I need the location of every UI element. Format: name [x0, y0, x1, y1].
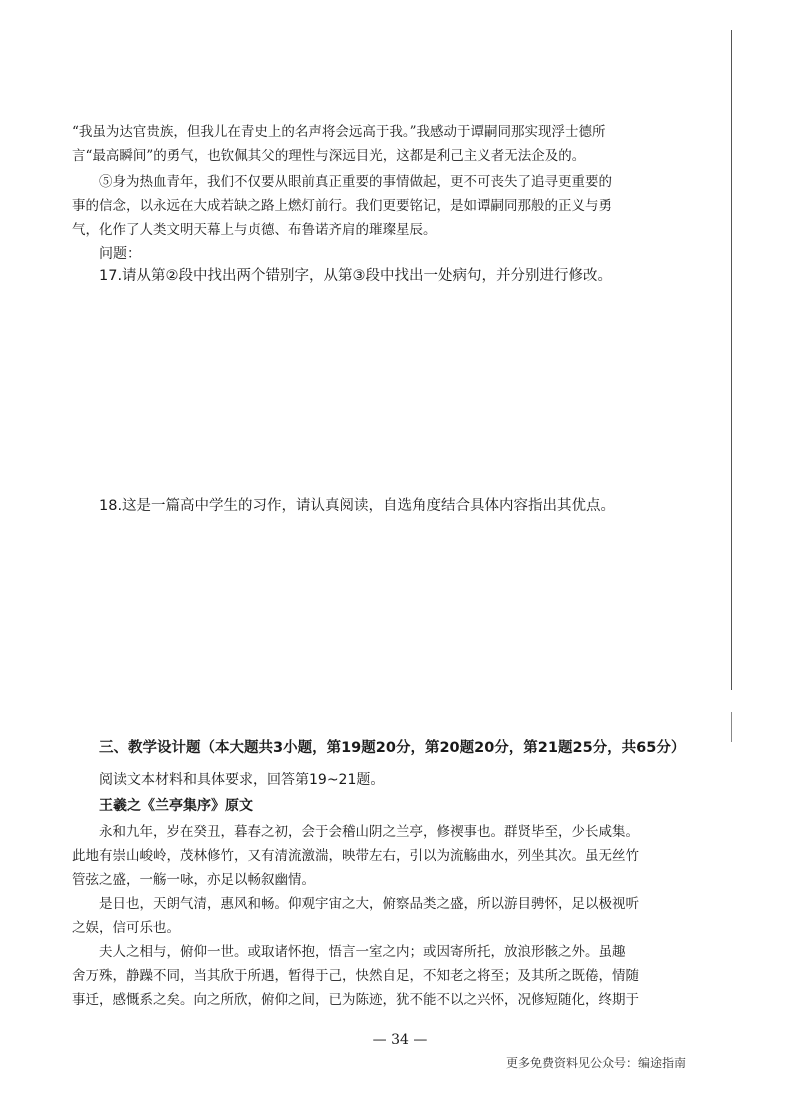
- section-3-heading: 三、教学设计题（本大题共3小题，第19题20分，第20题20分，第21题25分，共65分）: [99, 740, 686, 756]
- text-line-7: 舍万殊，静躁不同，当其欣于所遇，暂得于己，快然自足，不知老之将至；及其所之既倦，情随: [72, 968, 639, 984]
- text-line-4: 是日也，天朗气清，惠风和畅。仰观宇宙之大，俯察品类之盛，所以游目骋怀，足以极视听: [99, 896, 639, 912]
- questions-label: 问题：: [99, 246, 141, 262]
- text-line-5: 之娱，信可乐也。: [72, 920, 180, 936]
- page-number: — 34 —: [372, 1032, 428, 1048]
- text-line-1: 永和九年，岁在癸丑，暮春之初，会于会稽山阴之兰亭，修禊事也。群贤毕至，少长咸集。: [99, 824, 639, 840]
- text-line-3: 管弦之盛，一觞一咏，亦足以畅叙幽情。: [72, 872, 315, 888]
- margin-rule-fragment: [731, 712, 732, 742]
- paragraph-5-line-1: ⑤身为热血青年，我们不仅要从眼前真正重要的事情做起，更不可丧失了追寻更重要的: [99, 174, 612, 190]
- footer-note: 更多免费资料见公众号：编途指南: [506, 1056, 687, 1070]
- paragraph-5-line-3: 气，化作了人类文明天幕上与贞德、布鲁诺齐肩的璀璨星辰。: [72, 222, 437, 238]
- text-line-6: 夫人之相与，俯仰一世。或取诸怀抱，悟言一室之内；或因寄所托，放浪形骸之外。虽趣: [99, 944, 626, 960]
- question-17: 17.请从第②段中找出两个错别字，从第③段中找出一处病句，并分别进行修改。: [99, 268, 613, 284]
- margin-rule: [731, 30, 732, 690]
- paragraph-4-line-2: 言“最高瞬间”的勇气，也钦佩其父的理性与深远目光，这都是利己主义者无法企及的。: [72, 148, 586, 164]
- text-line-8: 事迁，感慨系之矣。向之所欣，俯仰之间，已为陈迹，犹不能不以之兴怀，况修短随化，终期于: [72, 992, 639, 1008]
- section-3-subheading: 王羲之《兰亭集序》原文: [99, 798, 253, 814]
- paragraph-5-line-2: 事的信念，以永远在大成若缺之路上燃灯前行。我们更要铭记，是如谭嗣同那般的正义与勇: [72, 198, 612, 214]
- text-line-2: 此地有崇山峻岭，茂林修竹，又有清流激湍，映带左右，引以为流觞曲水，列坐其次。虽无丝竹: [72, 848, 639, 864]
- question-18: 18.这是一篇高中学生的习作，请认真阅读，自选角度结合具体内容指出其优点。: [99, 498, 616, 514]
- section-3-instruction: 阅读文本材料和具体要求，回答第19~21题。: [99, 772, 385, 788]
- paragraph-4-line-1: “我虽为达官贵族，但我儿在青史上的名声将会远高于我。”我感动于谭嗣同那实现浮士德所: [72, 124, 606, 140]
